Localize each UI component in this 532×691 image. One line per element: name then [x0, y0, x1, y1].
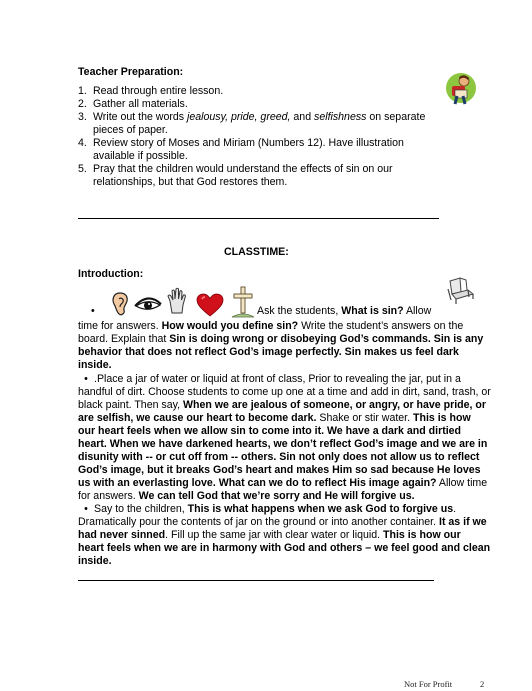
text-run: time for answers.: [78, 320, 162, 332]
ask-students-text: [257, 305, 431, 318]
footer-page-number: 2: [480, 679, 485, 689]
text-run: board. Explain that: [78, 333, 170, 345]
text-line: [78, 438, 488, 451]
text-line: [78, 346, 470, 359]
introduction-heading: Introduction:: [78, 268, 144, 280]
list-number: 2.: [78, 98, 87, 110]
text-run: handful of dirt. Choose students to come up one at a time and add in dirt, sand, trash, or: [78, 386, 491, 398]
text-run: Write the student’s answers on the: [298, 320, 464, 332]
text-run: Say to the children,: [94, 503, 188, 515]
text-run: Ask the students,: [257, 305, 342, 317]
eye-icon: [133, 294, 163, 314]
list-number: 3.: [78, 111, 87, 123]
text-run: on separate pieces of paper.: [93, 111, 426, 136]
bold-text: our heart feels when we allow sin to come into it. We have a dark and dirtied: [78, 425, 462, 437]
bold-text: We can tell God that we’re sorry and He will forgive us.: [138, 490, 415, 502]
bold-text: inside.: [78, 359, 112, 371]
prep-list-item: [78, 137, 438, 163]
text-line: [78, 412, 470, 425]
text-line: [78, 333, 484, 346]
italic-text: jealousy, pride, greed,: [187, 111, 291, 123]
bold-text: disunity with -- or cut off from -- others. Sin not only does not allow us to reflect: [78, 451, 480, 463]
list-number: 4.: [78, 137, 87, 149]
italic-text: selfishness: [314, 111, 367, 123]
text-run: Review story of Moses and Miriam (Numbers 12). Have illustration available if possible.: [93, 137, 404, 162]
section-divider: [78, 218, 439, 219]
text-line: [78, 555, 470, 568]
text-line: [78, 359, 470, 372]
bold-text: This is what happens when we ask God to forgive us: [187, 503, 454, 515]
bold-text: are selfish, we cause our heart to become dark.: [78, 412, 317, 424]
list-number: 1.: [78, 85, 87, 97]
prep-list-item: [78, 85, 438, 98]
classtime-title: CLASSTIME:: [224, 246, 289, 258]
list-bullet: •: [91, 305, 95, 317]
text-run: .: [453, 503, 457, 515]
bold-text: had never sinned: [78, 529, 166, 541]
prep-list-item: [78, 98, 438, 111]
bold-text: This is how our: [383, 529, 461, 541]
bold-text: What is sin?: [341, 305, 404, 317]
text-line: [78, 477, 488, 490]
text-line: [78, 451, 480, 464]
bold-text: Sin is any: [433, 333, 484, 345]
ear-icon: [110, 291, 130, 317]
bold-text: us with an everlasting love. What can we do to reflect His image again?: [78, 477, 437, 489]
text-line: [78, 320, 470, 333]
bold-text: God’s image, but it breaks God’s heart and makes Him so sad because He loves: [78, 464, 481, 476]
person-reading-clipart: [445, 70, 477, 108]
text-line: [78, 503, 470, 516]
list-bullet: •: [84, 373, 88, 385]
text-run: Read through entire lesson.: [93, 85, 224, 97]
text-run: and: [290, 111, 315, 123]
text-run: Write out the words: [93, 111, 188, 123]
text-line: [78, 464, 481, 477]
text-line: [78, 399, 487, 412]
text-run: black paint. Then say,: [78, 399, 184, 411]
text-run: Allow: [403, 305, 432, 317]
text-run: . Fill up the same jar with clear water or liquid.: [165, 529, 383, 541]
text-line: [78, 373, 470, 386]
bold-text: Sin is doing wrong or disobeying God’s commands.: [169, 333, 431, 345]
text-run: Gather all materials.: [93, 98, 188, 110]
text-run: Dramatically pour the contents of jar on the ground or into another container.: [78, 516, 439, 528]
bold-text: When we are jealous of someone, or angry, or have pride, or: [183, 399, 487, 411]
bold-text: heart feels when we are in harmony with God and others – we feel good and clean: [78, 542, 491, 554]
text-line: [78, 490, 470, 503]
paragraph-jar-demonstration: [78, 373, 491, 503]
prep-list-item: [78, 111, 438, 137]
bold-text: It as if we: [439, 516, 487, 528]
text-line: [78, 516, 487, 529]
text-run: Shake or stir water.: [316, 412, 414, 424]
section-divider: [78, 580, 434, 581]
list-number: 5.: [78, 163, 87, 175]
text-line: [78, 386, 491, 399]
text-run: for answers.: [78, 490, 139, 502]
bold-text: heart. When we have darkened hearts, we don’t reflect God’s image and we are in: [78, 438, 488, 450]
senses-icon-row: [78, 284, 478, 320]
bold-text: inside.: [78, 555, 112, 567]
bold-text: How would you define sin?: [161, 320, 299, 332]
text-run: Allow time: [436, 477, 488, 489]
teacher-prep-heading: Teacher Preparation:: [78, 66, 184, 78]
prep-list-item: [78, 163, 438, 189]
bold-text: This is how: [413, 412, 471, 424]
list-bullet: •: [84, 503, 88, 515]
hand-icon: [166, 287, 188, 315]
text-line: [78, 529, 470, 542]
teacher-prep-list: [78, 85, 438, 189]
text-run: .Place a jar of water or liquid at front of class, Prior to revealing the jar, put in a: [94, 373, 461, 385]
footer-not-for-profit: Not For Profit: [404, 679, 453, 689]
text-run: Pray that the children would understand the effects of sin on our relationships, but that God restores them.: [93, 163, 393, 188]
paragraph-forgiveness: [78, 503, 491, 568]
heart-icon: [196, 293, 224, 317]
text-line: [78, 542, 491, 555]
text-line: [78, 425, 470, 438]
paragraph-define-sin: [78, 320, 484, 372]
cross-icon: [230, 285, 256, 319]
bold-text: behavior that does not reflect God’s image perfectly. Sin makes us feel dark: [78, 346, 459, 358]
